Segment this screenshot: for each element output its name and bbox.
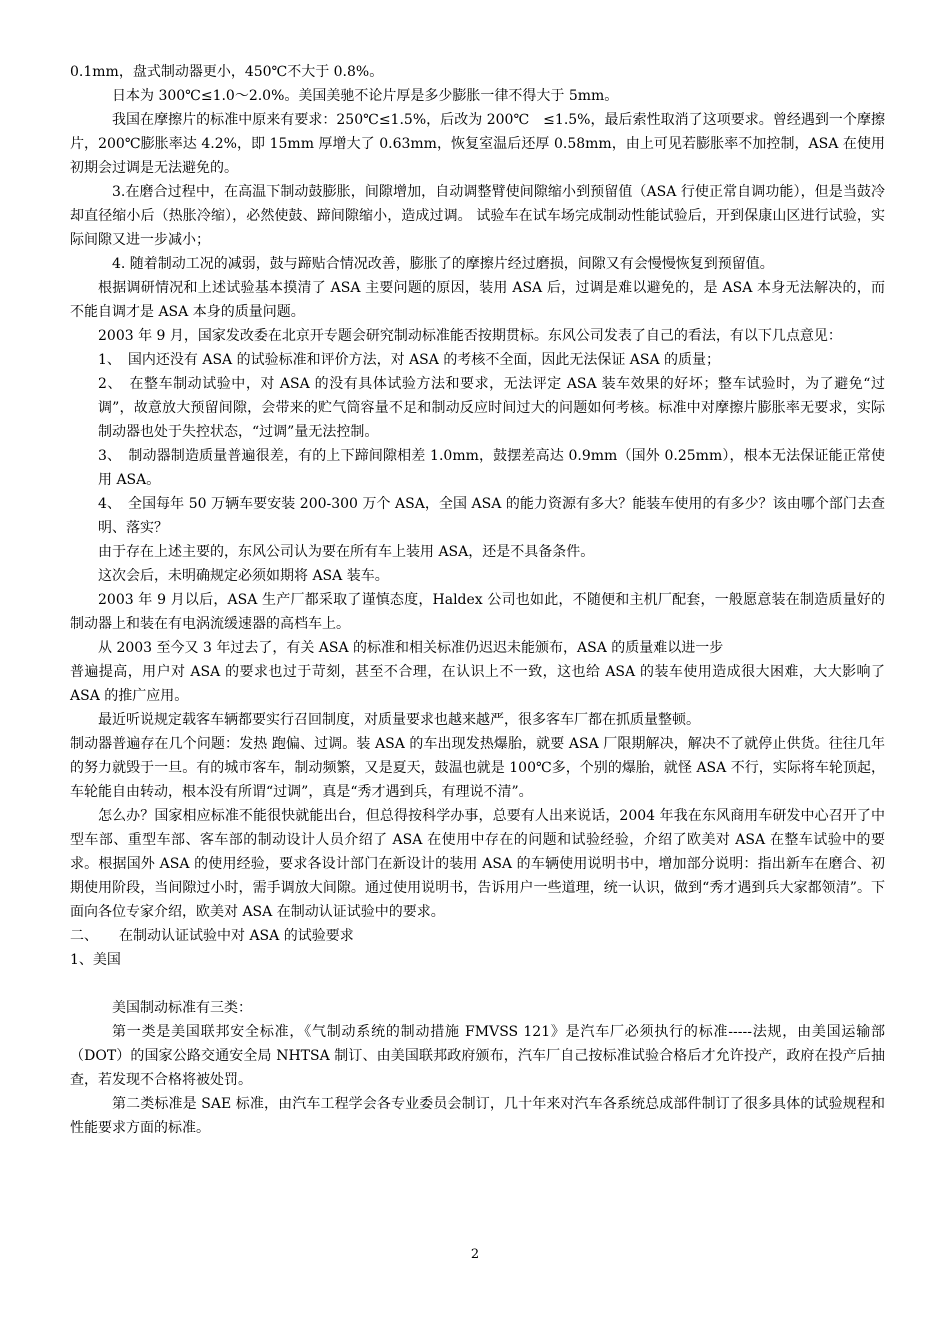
paragraph-recall: 最近听说规定载客车辆都要实行召回制度，对质量要求也越来越严，很多客车厂都在抓质量整顿。 bbox=[98, 712, 700, 728]
paragraph-2003-meeting: 2003 年 9 月，国家发改委在北京开专题会研究制动标准能否按期贯标。东风公司发表了自己的看法，有以下几点意见： bbox=[98, 328, 842, 344]
paragraph-fmvss-121: 第一类是美国联邦安全标准，《气制动系统的制动措施 FMVSS 121》是汽车厂必须执行的标准-----法规，由美国运输部（DOT）的国家公路交通安全局 NHTSA 制订、由美国联邦政府颁布，汽车厂自己按标准试验合格后才允许投产，政府在投产后抽查，若发现不合格将被处罚。 bbox=[70, 1024, 885, 1088]
list-item-opinion-1: 1、 国内还没有 ASA 的试验标准和评价方法，对 ASA 的考核不全面，因此无法保证 ASA 的质量； bbox=[98, 352, 721, 368]
paragraph-three-years-line: 从 2003 至今又 3 年过去了，有关 ASA 的标准和相关标准仍迟迟未能颁布，ASA 的质量难以进一步 bbox=[98, 640, 724, 656]
paragraph-manufacturers-caution: 2003 年 9 月以后，ASA 生产厂都采取了谨慎态度，Haldex 公司也如此，不随便和主机厂配套，一般愿意装在制造质量好的制动器上和装在有电涡流缓速器的高档车上。 bbox=[70, 592, 885, 632]
section-heading-2: 二、 在制动认证试验中对 ASA 的试验要求 bbox=[70, 928, 354, 944]
paragraph-research-conclusion: 根据调研情况和上述试验基本摸清了 ASA 主要问题的原因，装用 ASA 后，过调是难以避免的，是 ASA 本身无法解决的，而不能自调才是 ASA 本身的质量问题。 bbox=[70, 280, 885, 320]
paragraph-after-meeting: 这次会后，未明确规定必须如期将 ASA 装车。 bbox=[98, 568, 389, 584]
paragraph-point-4: 4. 随着制动工况的减弱，鼓与蹄贴合情况改善，膨胀了的摩擦片经过磨损，间隙又有会慢慢恢复到预留值。 bbox=[112, 256, 774, 272]
paragraph-china-standard: 我国在摩擦片的标准中原来有要求：250℃≤1.5%，后改为 200℃ ≤1.5%，最后索性取消了这项要求。曾经遇到一个摩擦片，200℃膨胀率达 4.2%，即 15mm 厚增大了 0.63mm，恢复室温后还厚 0.58mm，由上可见若膨胀率不加控制，ASA 在使用初期会过调是无法避免的。 bbox=[70, 112, 885, 176]
list-item-opinion-2: 2、 在整车制动试验中，对 ASA 的没有具体试验方法和要求，无法评定 ASA 装车效果的好坏；整车试验时，为了避免“过调”，故意放大预留间隙，会带来的贮气筒容量不足和制动反应时间过大的问题如何考核。标准中对摩擦片膨胀率无要求，实际制动器也处于失控状态，“过调”量无法控制。 bbox=[98, 376, 885, 440]
list-item-opinion-4: 4、 全国每年 50 万辆车要安装 200-300 万个 ASA，全国 ASA 的能力资源有多大？能装车使用的有多少？该由哪个部门去查明、落实？ bbox=[98, 496, 885, 536]
paragraph-japan-us-standard: 日本为 300℃≤1.0～2.0%。美国美驰不论片厚是多少膨胀一律不得大于 5mm。 bbox=[112, 88, 619, 104]
paragraph-sae-standards: 第二类标准是 SAE 标准，由汽车工程学会各专业委员会制订，几十年来对汽车各系统总成部件制订了很多具体的试验规程和性能要求方面的标准。 bbox=[70, 1096, 885, 1136]
page-number: 2 bbox=[470, 1247, 480, 1262]
list-item-opinion-3: 3、 制动器制造质量普遍很差，有的上下蹄间隙相差 1.0mm，鼓摆差高达 0.9mm（国外 0.25mm），根本无法保证能正常使用 ASA。 bbox=[98, 448, 885, 488]
paragraph-expansion-limit-tail: 0.1mm，盘式制动器更小，450℃不大于 0.8%。 bbox=[70, 64, 384, 80]
paragraph-us-standards-intro: 美国制动标准有三类： bbox=[112, 1000, 252, 1016]
paragraph-point-3: 3.在磨合过程中，在高温下制动鼓膨胀，间隙增加，自动调整臂使间隙缩小到预留值（ASA 行使正常自调功能），但是当鼓冷却直径缩小后（热胀冷缩），必然使鼓、蹄间隙缩小，造成过调。 试验车在试车场完成制动性能试验后，开到保康山区进行试验，实际间隙又进一步减小； bbox=[70, 184, 885, 248]
paragraph-not-ready: 由于存在上述主要的，东风公司认为要在所有车上装用 ASA，还是不具备条件。 bbox=[98, 544, 595, 560]
blank-line bbox=[70, 972, 885, 996]
paragraph-what-to-do: 怎么办？国家相应标准不能很快就能出台，但总得按科学办事，总要有人出来说话，2004 年我在东风商用车研发中心召开了中型车部、重型车部、客车部的制动设计人员介绍了 ASA 在使用中存在的问题和试验经验，介绍了欧美对 ASA 在整车试验中的要求。根据国外 ASA 的使用经验，要求各设计部门在新设计的装用 ASA 的车辆使用说明书中，增加部分说明：指出新车在磨合、初期使用阶段，当间隙过小时，需手调放大间隙。通过使用说明书，告诉用户一些道理，统一认识，做到“秀才遇到兵大家都领清”。下面向各位专家介绍，欧美对 ASA 在制动认证试验中的要求。 bbox=[70, 808, 885, 920]
paragraph-user-demands: 普遍提高，用户对 ASA 的要求也过于苛刻，甚至不合理，在认识上不一致，这也给 ASA 的装车使用造成很大困难，大大影响了 ASA 的推广应用。 bbox=[70, 664, 885, 704]
document-body bbox=[70, 60, 885, 1140]
subsection-heading-usa: 1、美国 bbox=[70, 952, 121, 968]
paragraph-brake-problems: 制动器普遍存在几个问题：发热 跑偏、过调。装 ASA 的车出现发热爆胎，就要 ASA 厂限期解决，解决不了就停止供货。往往几年的努力就毁于一旦。有的城市客车，制动频繁，又是夏天，鼓温也就是 100℃多，个别的爆胎，就怪 ASA 不行，实际将车轮顶起，车轮能自由转动，根本没有所谓“过调”，真是“秀才遇到兵，有理说不清”。 bbox=[70, 736, 885, 800]
